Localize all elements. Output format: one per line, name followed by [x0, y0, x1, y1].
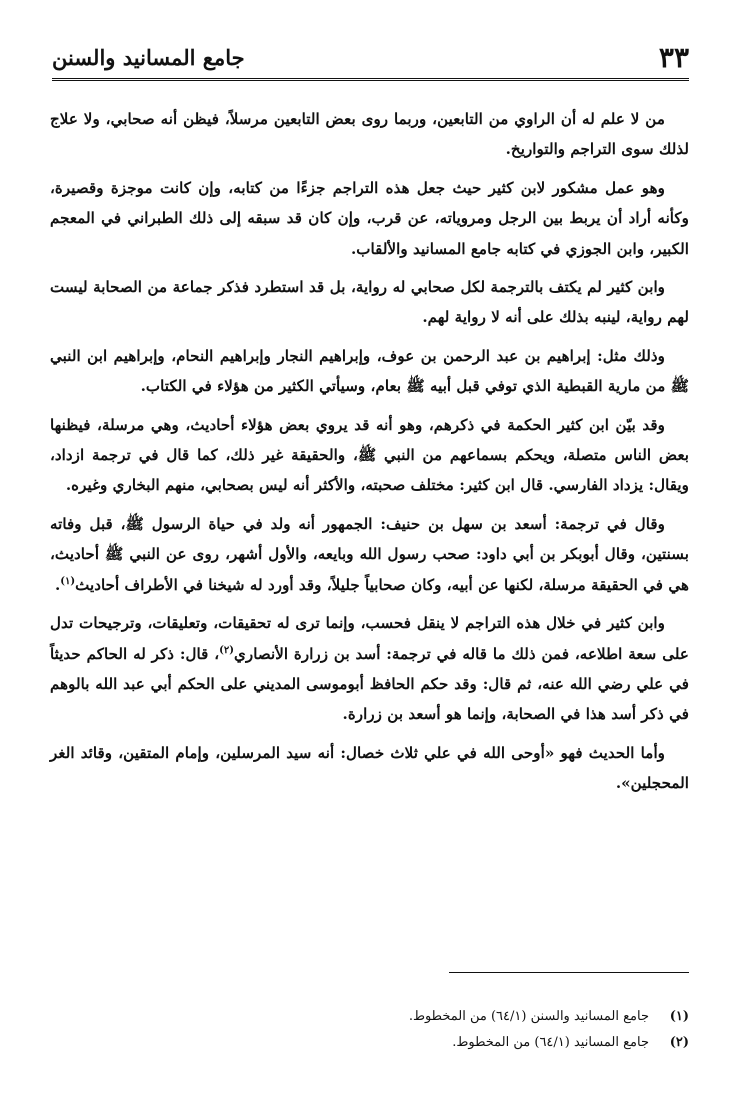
body-text	[50, 104, 689, 807]
paragraph-rest: ، قال: ذكر له الحاكم حديثاً في علي رضي الله عنه، ثم قال: وقد حكم الحافظ أبوموسى المديني على الحكم أبي عبد الله بالوهم في ذكر أسد هذا في الصحابة، وإنما هو أسعد بن زرارة.	[50, 644, 689, 724]
paragraph: وهو عمل مشكور لابن كثير حيث جعل هذه التراجم جزءًا من كتابه، وإن كانت موجزة وقصيرة، وكأنه أراد أن يربط بين الرجل ومروياته، عن قرب، وإن كان قد سبقه إلى ذلك الطبراني في المعجم الكبير، وابن الجوزي في كتابه جامع المسانيد والألقاب.	[50, 178, 689, 258]
paragraph: من لا علم له أن الراوي من التابعين، وربما روى بعض التابعين مرسلاً، فيظن أنه صحابي، ولا علاج لذلك سوى التراجم والتواريخ.	[50, 110, 689, 159]
footnote	[52, 1004, 689, 1030]
paragraph: وقد بيّن ابن كثير الحكمة في ذكرهم، وهو أنه قد يروي بعض هؤلاء أحاديث، وهي مرسلة، فيظنها بعض الناس متصلة، ويحكم بسماعهم من النبي ﷺ، والحقيقة غير ذلك، كما قال في ترجمة ازداد، ويقال: يزداد الفارسي. قال ابن كثير: مختلف صحبته، والأكثر أنه ليس بصحابي، منهم البخاري وغيره.	[50, 415, 689, 495]
paragraph: وابن كثير لم يكتف بالترجمة لكل صحابي له رواية، بل قد استطرد فذكر جماعة من الصحابة ليست لهم رواية، لينبه بذلك على أنه لا رواية لهم.	[50, 278, 689, 327]
footnote-mark: (١)	[60, 575, 76, 587]
paragraph: وذلك مثل: إبراهيم بن عبد الرحمن بن عوف، وإبراهيم النجار وإبراهيم النحام، وإبراهيم ابن النبي ﷺ من مارية القبطية الذي توفي قبل أبيه ﷺ بعام، وسيأتي الكثير من هؤلاء في الكتاب.	[50, 346, 689, 396]
footnote-text: جامع المسانيد (٦٤/١) من المخطوط.	[452, 1035, 649, 1050]
footnote	[52, 1030, 689, 1056]
footnote-mark: (٢)	[219, 644, 234, 656]
paragraph-end: .	[54, 575, 61, 594]
footnote-text: جامع المسانيد والسنن (٦٤/١) من المخطوط.	[408, 1009, 649, 1024]
paragraph-text: وابن كثير في خلال هذه التراجم لا ينقل فحسب، وإنما ترى له تحقيقات، وتعليقات، وترجيحات تدل على سعة اطلاعه، فمن ذلك ما قاله في ترجمة: أسد بن زرارة الأنصاري	[50, 614, 689, 663]
paragraph-text: وقال في ترجمة: أسعد بن سهل بن حنيف: الجمهور أنه ولد في حياة الرسول ﷺ، قبل وفاته بسنتين، وقال أبوبكر بن أبي داود: صحب رسول الله وبايعه، والأول أشهر، روى عن النبي ﷺ أحاديث، هي في الحقيقة مرسلة، لكنها عن أبيه، وكان صحابياً جليلاً، وقد أورد له شيخنا في الأطراف أحاديث	[50, 514, 689, 594]
running-title: جامع المسانيد والسنن	[52, 44, 245, 70]
paragraph	[50, 608, 689, 730]
paragraph	[50, 509, 689, 600]
page-header	[52, 36, 689, 81]
footnote-number: (٢)	[669, 1035, 689, 1050]
footnotes	[52, 1004, 689, 1056]
page-number: ٣٣	[658, 40, 689, 74]
footnote-divider	[449, 972, 689, 973]
paragraph: وأما الحديث فهو «أوحى الله في علي ثلاث خصال: أنه سيد المرسلين، وإمام المتقين، وقائد الغر المحجلين».	[50, 743, 689, 793]
footnote-number: (١)	[669, 1009, 689, 1024]
